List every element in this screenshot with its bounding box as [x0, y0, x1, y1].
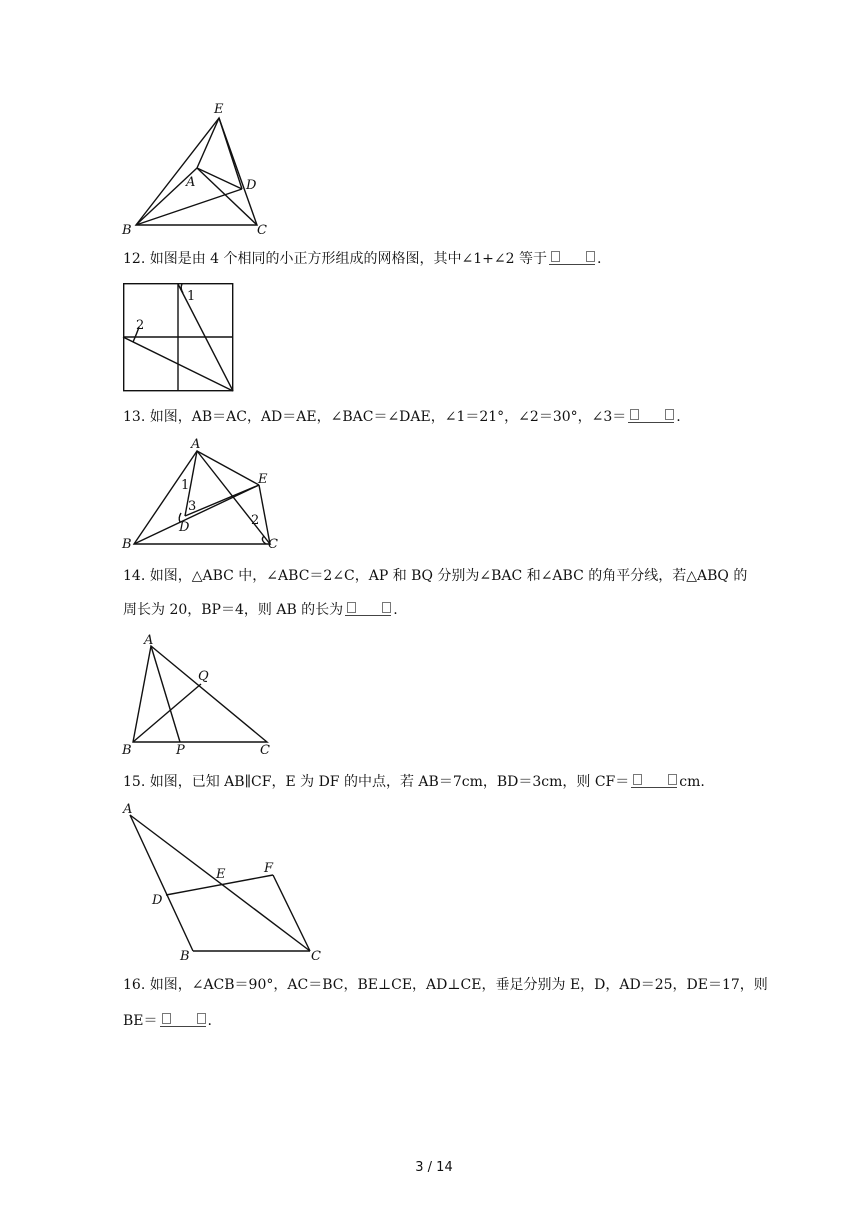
answer-blank[interactable] [160, 1010, 206, 1027]
placeholder-box-icon [347, 602, 356, 613]
label-b: B [122, 537, 132, 552]
question-suffix: . [596, 251, 602, 267]
label-a: A [186, 175, 196, 190]
placeholder-box-icon [382, 602, 391, 613]
label-c: C [311, 949, 321, 964]
question-text: 如图，已知 AB∥CF，E 为 DF 的中点，若 AB＝7cm，BD＝3cm，则 CF＝ [149, 774, 630, 790]
label-angle-3: 3 [188, 499, 197, 514]
figure-parallel-ab-cf [118, 800, 328, 965]
label-angle-2: 2 [251, 513, 260, 528]
question-13 [123, 406, 681, 427]
question-text: 如图，△ABC 中，∠ABC＝2∠C，AP 和 BQ 分别为∠BAC 和∠ABC 的角平分线，若△ABQ 的 [149, 568, 748, 584]
label-d: D [152, 893, 163, 908]
question-text: 如图，∠ACB＝90°，AC＝BC，BE⊥CE，AD⊥CE，垂足分别为 E，D，AD＝25，DE＝17，则 [149, 977, 768, 993]
label-c: C [260, 743, 270, 758]
question-16 [123, 975, 768, 995]
question-number: 12. [123, 251, 146, 267]
figure-triangles-abc-ade [118, 436, 288, 554]
figure-triangle-abc-bisectors [118, 630, 283, 758]
label-b: B [122, 743, 132, 758]
question-text: 周长为 20，BP＝4，则 AB 的长为 [123, 602, 344, 618]
question-text: 如图，AB＝AC，AD＝AE，∠BAC＝∠DAE，∠1＝21°，∠2＝30°，∠3＝ [149, 409, 627, 425]
placeholder-box-icon [665, 409, 674, 420]
label-c: C [257, 223, 267, 238]
placeholder-box-icon [197, 1013, 206, 1024]
label-c: C [268, 537, 278, 552]
question-14-line-2 [123, 599, 398, 620]
question-number: 14. [123, 568, 146, 584]
label-e: E [258, 472, 268, 487]
question-suffix: . [393, 602, 398, 618]
question-number: 13. [123, 409, 146, 425]
question-15 [123, 771, 705, 792]
label-b: B [180, 949, 190, 964]
figure-triangle-ebc [118, 96, 288, 241]
placeholder-box-icon [162, 1013, 171, 1024]
placeholder-box-icon [551, 251, 560, 262]
label-angle-1: 1 [181, 478, 190, 493]
question-text: 如图是由 4 个相同的小正方形组成的网格图，其中∠1+∠2 等于 [149, 251, 547, 267]
answer-blank[interactable] [628, 406, 674, 423]
answer-blank[interactable] [549, 248, 595, 265]
page-number: 3 / 14 [415, 1160, 453, 1175]
question-12 [123, 248, 601, 269]
question-14 [123, 566, 747, 586]
placeholder-box-icon [668, 774, 677, 785]
answer-blank[interactable] [631, 771, 677, 788]
question-16-line-2 [123, 1010, 212, 1031]
label-e: E [214, 102, 224, 117]
placeholder-box-icon [586, 251, 595, 262]
question-number: 15. [123, 774, 146, 790]
label-a: A [123, 802, 133, 817]
placeholder-box-icon [630, 409, 639, 420]
question-number: 16. [123, 977, 146, 993]
question-suffix: . [207, 1013, 212, 1029]
label-a: A [144, 633, 154, 648]
question-suffix: . [676, 409, 681, 425]
answer-blank[interactable] [345, 599, 391, 616]
question-suffix: cm. [679, 774, 705, 790]
label-f: F [264, 861, 274, 876]
label-angle-1: 1 [187, 289, 196, 304]
label-e: E [216, 867, 226, 882]
question-text: BE＝ [123, 1013, 158, 1029]
figure-grid-2x2 [123, 283, 235, 393]
label-d: D [179, 520, 190, 535]
label-q: Q [198, 669, 209, 684]
label-p: P [176, 743, 185, 758]
placeholder-box-icon [633, 774, 642, 785]
label-a: A [191, 437, 201, 452]
label-angle-2: 2 [136, 318, 145, 333]
label-b: B [122, 223, 132, 238]
label-d: D [246, 178, 257, 193]
